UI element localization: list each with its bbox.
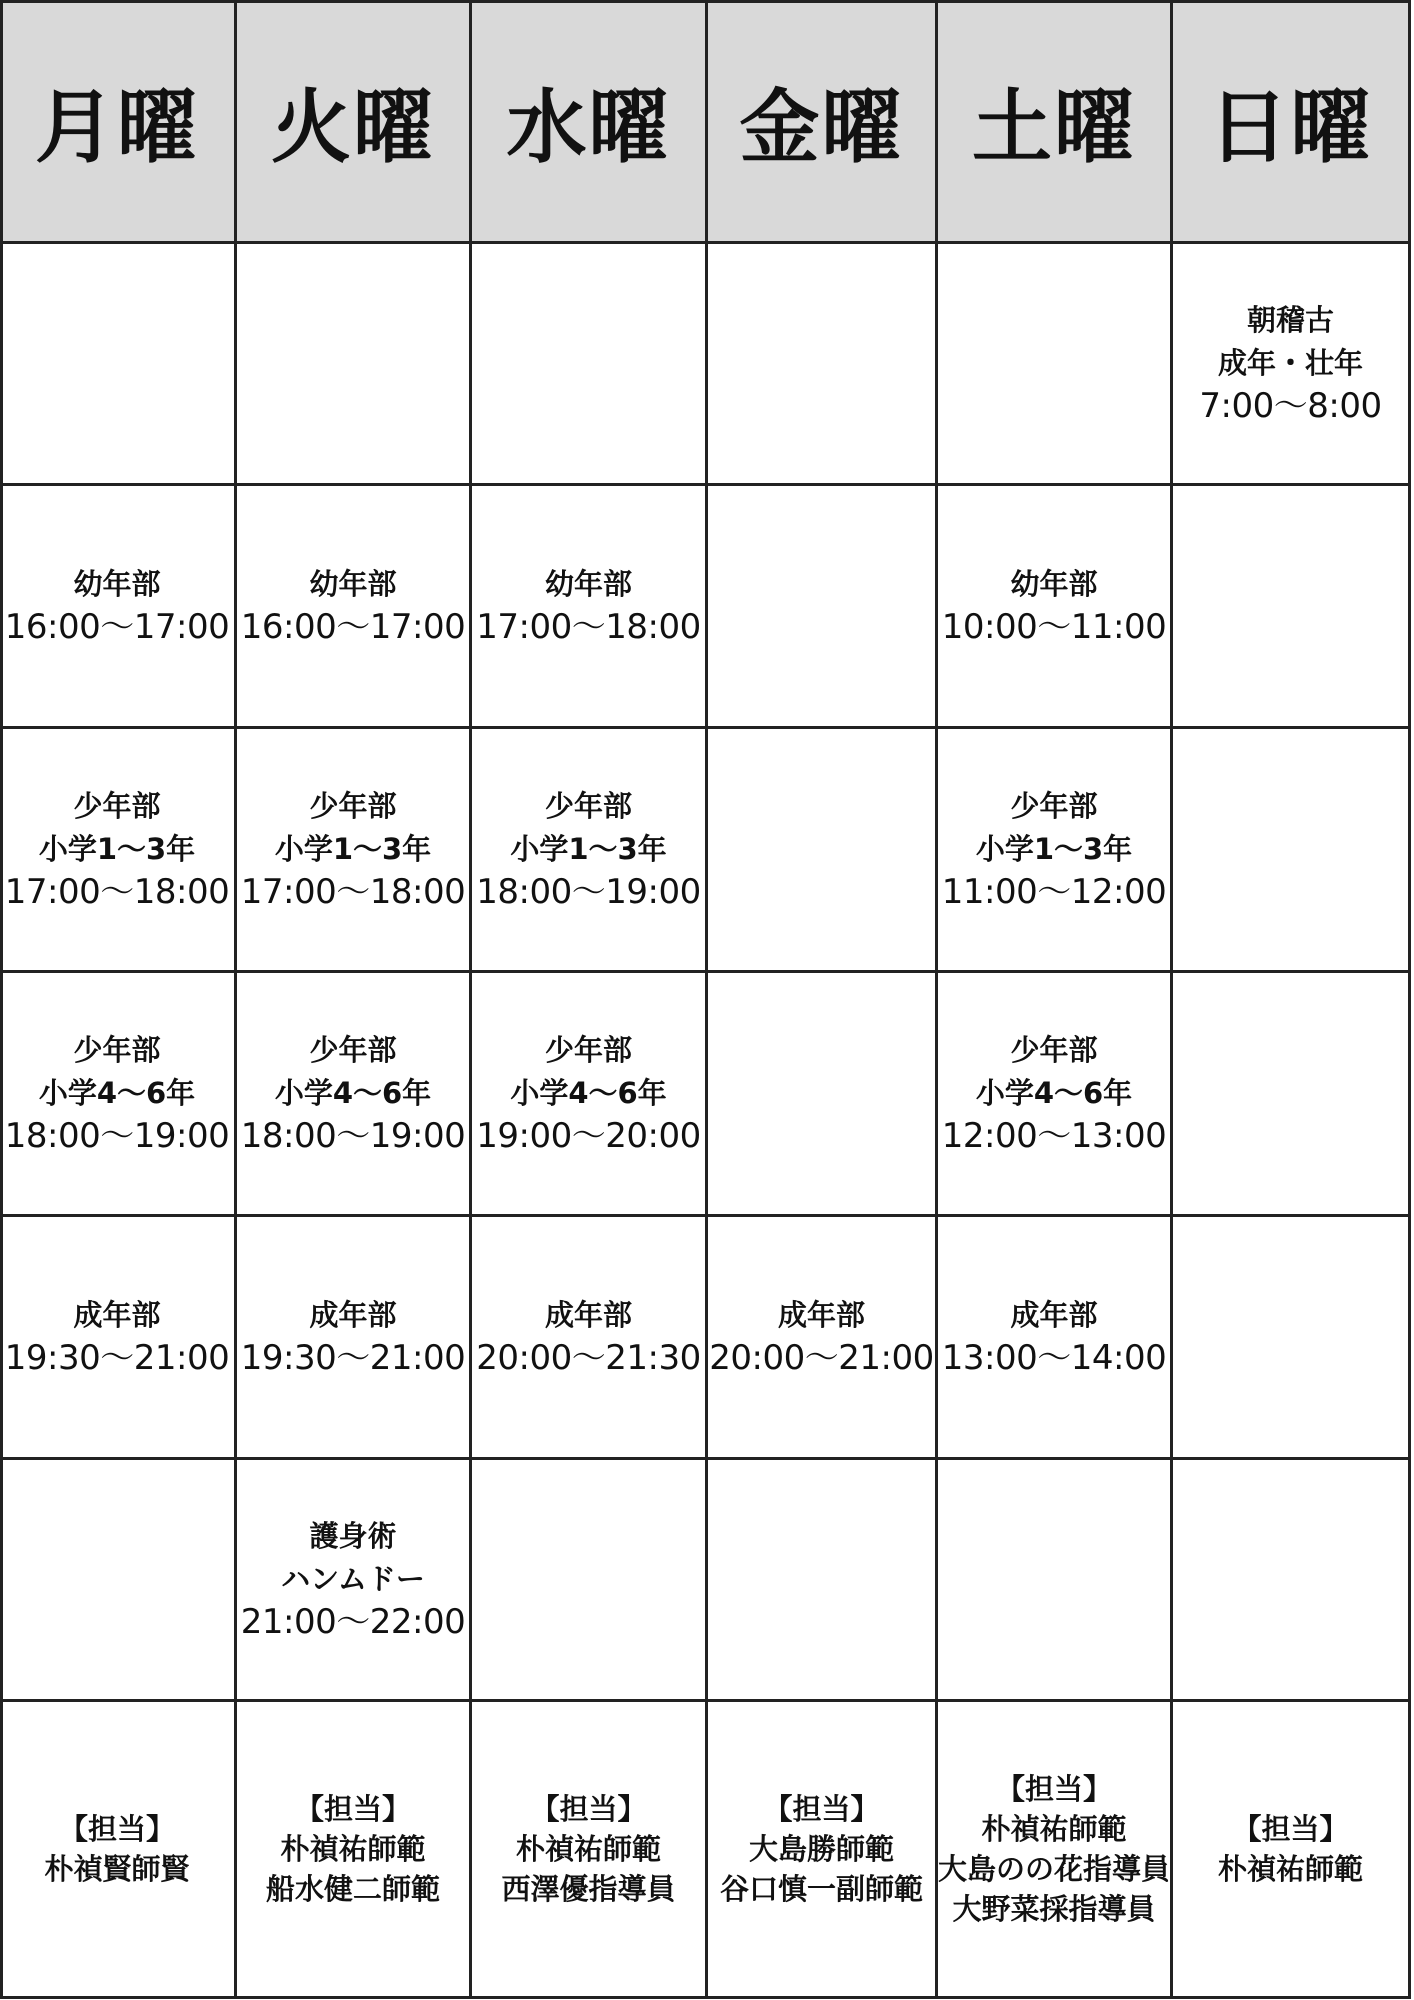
class-name: 小学1〜3年	[274, 832, 432, 866]
staff-heading: 【担当】	[1232, 1812, 1349, 1846]
class-name: 少年部	[544, 789, 632, 823]
staff-cell	[237, 1702, 472, 1999]
empty-slot	[938, 244, 1173, 486]
class-slot	[708, 1217, 938, 1460]
class-slot	[938, 1217, 1173, 1460]
staff-name: 大島勝師範	[748, 1832, 894, 1866]
class-time: 21:00〜22:00	[240, 1602, 466, 1642]
class-slot	[472, 973, 708, 1217]
class-name: 少年部	[309, 1033, 397, 1067]
class-name: 成年部	[309, 1298, 397, 1332]
day-header-label: 金曜	[739, 81, 904, 174]
class-time: 17:00〜18:00	[476, 607, 701, 647]
staff-cell	[472, 1702, 708, 1999]
class-name: 少年部	[1010, 789, 1098, 823]
class-time: 7:00〜8:00	[1199, 386, 1382, 426]
staff-name: 西澤優指導員	[501, 1872, 676, 1906]
class-time: 20:00〜21:00	[709, 1338, 934, 1378]
empty-slot	[472, 1460, 708, 1702]
class-name: 幼年部	[1010, 567, 1098, 601]
staff-name: 谷口慎一副師範	[719, 1872, 923, 1906]
empty-slot	[708, 973, 938, 1217]
empty-slot	[1173, 1460, 1411, 1702]
class-slot	[1173, 244, 1411, 486]
empty-slot	[708, 1460, 938, 1702]
empty-slot	[472, 244, 708, 486]
day-header-label: 月曜	[35, 81, 199, 174]
class-time: 19:30〜21:00	[4, 1338, 230, 1378]
class-time: 18:00〜19:00	[240, 1116, 466, 1156]
class-name: 少年部	[544, 1033, 632, 1067]
class-name: 小学4〜6年	[274, 1076, 432, 1110]
class-time: 16:00〜17:00	[4, 607, 230, 647]
class-name: 小学1〜3年	[975, 832, 1133, 866]
empty-slot	[0, 1460, 237, 1702]
empty-slot	[708, 486, 938, 729]
class-slot	[0, 486, 237, 729]
class-name: 成年・壮年	[1217, 346, 1363, 380]
staff-name: 大島のの花指導員	[938, 1852, 1171, 1886]
class-name: 少年部	[73, 1033, 161, 1067]
class-slot	[237, 486, 472, 729]
class-time: 18:00〜19:00	[4, 1116, 230, 1156]
class-slot	[0, 729, 237, 973]
staff-cell	[938, 1702, 1173, 1999]
empty-slot	[1173, 729, 1411, 973]
class-name: 少年部	[309, 789, 397, 823]
class-name: 小学4〜6年	[975, 1076, 1133, 1110]
class-slot	[0, 973, 237, 1217]
class-slot	[0, 1217, 237, 1460]
empty-slot	[0, 244, 237, 486]
class-time: 16:00〜17:00	[240, 607, 466, 647]
day-header	[0, 0, 237, 244]
class-name: 成年部	[73, 1298, 161, 1332]
class-name: 小学4〜6年	[510, 1076, 667, 1110]
class-slot	[938, 973, 1173, 1217]
class-name: ハンムドー	[281, 1562, 425, 1596]
class-time: 17:00〜18:00	[240, 872, 466, 912]
class-time: 12:00〜13:00	[941, 1116, 1167, 1156]
empty-slot	[708, 729, 938, 973]
class-time: 11:00〜12:00	[941, 872, 1167, 912]
staff-name: 朴禎祐師範	[280, 1832, 426, 1866]
class-name: 成年部	[1010, 1298, 1098, 1332]
class-time: 19:30〜21:00	[240, 1338, 466, 1378]
day-header-label: 土曜	[972, 81, 1136, 174]
class-time: 10:00〜11:00	[941, 607, 1167, 647]
class-time: 20:00〜21:30	[476, 1338, 701, 1378]
class-name: 少年部	[1010, 1033, 1098, 1067]
class-name: 幼年部	[544, 567, 632, 601]
class-slot	[237, 729, 472, 973]
class-slot	[938, 486, 1173, 729]
class-name: 幼年部	[73, 567, 161, 601]
class-name: 成年部	[544, 1298, 632, 1332]
class-slot	[237, 1460, 472, 1702]
staff-heading: 【担当】	[763, 1792, 880, 1826]
staff-name: 朴禎祐師範	[515, 1832, 661, 1866]
class-time: 19:00〜20:00	[476, 1116, 701, 1156]
class-time: 18:00〜19:00	[476, 872, 701, 912]
class-slot	[472, 729, 708, 973]
staff-heading: 【担当】	[294, 1792, 411, 1826]
staff-name: 朴禎賢師賢	[44, 1852, 190, 1886]
staff-cell	[708, 1702, 938, 1999]
day-header	[1173, 0, 1411, 244]
staff-heading: 【担当】	[995, 1772, 1112, 1806]
day-header-label: 水曜	[506, 81, 671, 174]
class-name: 幼年部	[309, 567, 397, 601]
staff-heading: 【担当】	[58, 1812, 175, 1846]
class-slot	[472, 1217, 708, 1460]
class-slot	[472, 486, 708, 729]
day-header-label: 火曜	[271, 81, 435, 174]
class-name: 朝稽古	[1246, 303, 1334, 337]
class-slot	[237, 973, 472, 1217]
class-name: 小学4〜6年	[38, 1076, 196, 1110]
day-header	[472, 0, 708, 244]
empty-slot	[237, 244, 472, 486]
class-name: 小学1〜3年	[38, 832, 196, 866]
class-time: 17:00〜18:00	[4, 872, 230, 912]
class-name: 護身術	[309, 1519, 397, 1553]
staff-name: 朴禎祐師範	[981, 1812, 1127, 1846]
staff-name: 船水健二師範	[265, 1872, 440, 1906]
empty-slot	[1173, 973, 1411, 1217]
class-slot	[938, 729, 1173, 973]
day-header	[708, 0, 938, 244]
class-slot	[237, 1217, 472, 1460]
empty-slot	[938, 1460, 1173, 1702]
empty-slot	[708, 244, 938, 486]
day-header	[237, 0, 472, 244]
day-header	[938, 0, 1173, 244]
staff-cell	[0, 1702, 237, 1999]
staff-heading: 【担当】	[530, 1792, 647, 1826]
empty-slot	[1173, 1217, 1411, 1460]
empty-slot	[1173, 486, 1411, 729]
staff-cell	[1173, 1702, 1411, 1999]
class-name: 少年部	[73, 789, 161, 823]
class-time: 13:00〜14:00	[941, 1338, 1167, 1378]
class-name: 成年部	[777, 1298, 865, 1332]
staff-name: 朴禎祐師範	[1217, 1852, 1363, 1886]
class-name: 小学1〜3年	[510, 832, 667, 866]
day-header-label: 日曜	[1208, 81, 1373, 174]
staff-name: 大野菜採指導員	[952, 1892, 1156, 1926]
